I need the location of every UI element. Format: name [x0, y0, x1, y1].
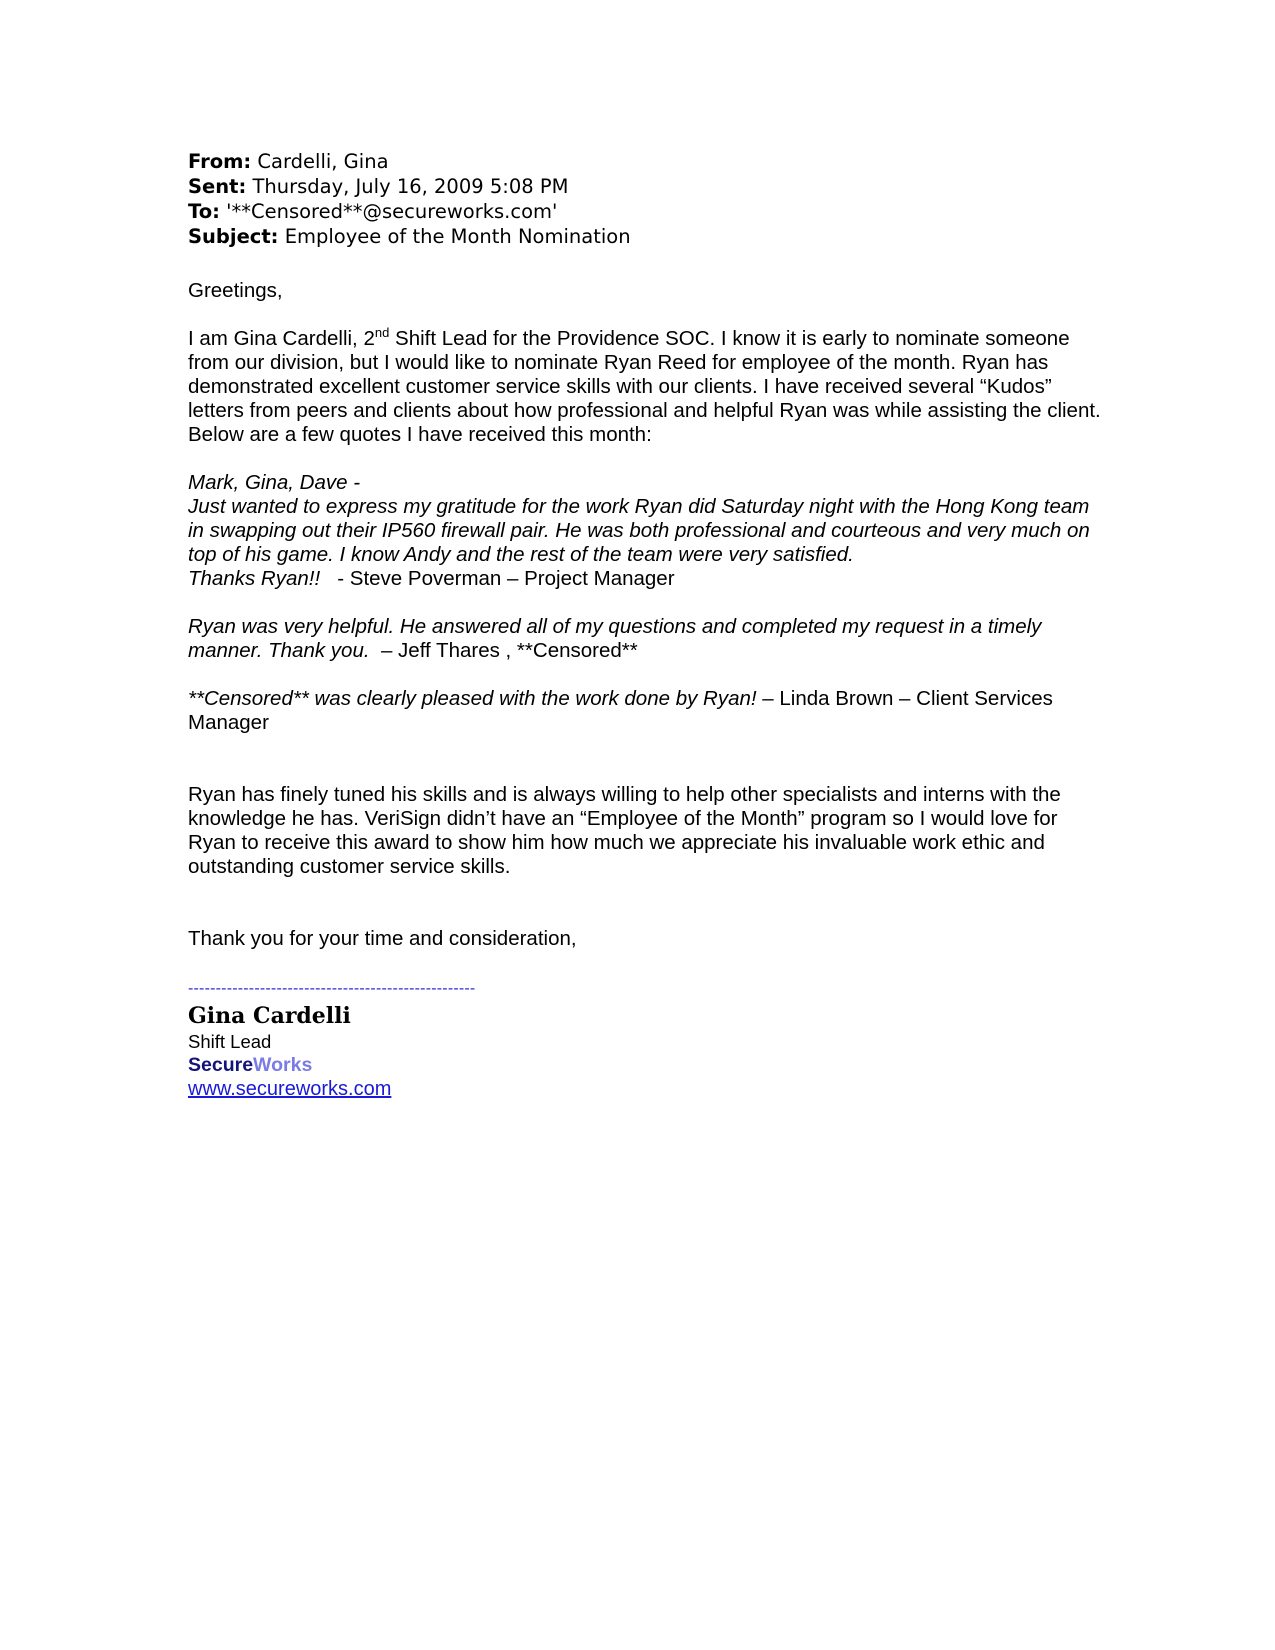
subject-line — [188, 224, 1108, 249]
sent-line — [188, 174, 1108, 199]
sent-value: Thursday, July 16, 2009 5:08 PM — [252, 175, 569, 198]
from-label: From: — [188, 150, 252, 173]
from-value: Cardelli, Gina — [257, 150, 389, 173]
from-line — [188, 149, 1108, 174]
signature-divider: ---------------------------------------------------- — [188, 980, 476, 997]
quote-jeff — [188, 615, 1108, 663]
subject-label: Subject: — [188, 225, 279, 248]
company-name-works: Works — [253, 1054, 313, 1076]
email-content — [188, 149, 1108, 1101]
quote-steve — [188, 471, 1108, 591]
thanks-line: Thank you for your time and consideration, — [188, 927, 577, 950]
quote-linda — [188, 687, 1108, 735]
quote3-text: **Censored** was clearly pleased with the work done by Ryan! — [188, 687, 757, 710]
subject-value: Employee of the Month Nomination — [284, 225, 631, 248]
intro-superscript: nd — [374, 325, 390, 341]
greeting: Greetings, — [188, 279, 283, 302]
quote1-text: Just wanted to express my gratitude for the work Ryan did Saturday night with the Hong Kong team in swapping out their IP560 firewall pair. He was both professional and courteous and very much on top of his game. I know Andy and the rest of the team were very satisfied. — [188, 495, 1090, 566]
to-line — [188, 199, 1108, 224]
intro-rest: Shift Lead for the Providence SOC. I know it is early to nominate someone from our division, but I would like to nominate Ryan Reed for employee of the month. Ryan has demonstrated excellent customer service skills with our clients. I have received several “Kudos” letters from peers and clients about how professional and helpful Ryan was while assisting the client. Below are a few quotes I have received this month: — [188, 327, 1101, 446]
to-value: '**Censored**@secureworks.com' — [226, 200, 558, 223]
to-label: To: — [188, 200, 220, 223]
website-link[interactable]: www.secureworks.com — [188, 1078, 392, 1100]
quote2-text: Ryan was very helpful. He answered all of my questions and completed my request in a timely manner. Thank you. — [188, 615, 1042, 662]
intro-prefix: I am Gina Cardelli, 2 — [188, 327, 375, 350]
company-name-secure: Secure — [188, 1054, 254, 1076]
closing-paragraph: Ryan has finely tuned his skills and is always willing to help other specialists and interns with the knowledge he has. VeriSign didn’t have an “Employee of the Month” program so I would love for Ryan to receive this award to show him how much we appreciate his invaluable work ethic and outstanding customer service skills. — [188, 783, 1061, 878]
quote1-signoff — [188, 567, 1108, 591]
intro-paragraph — [188, 327, 1108, 447]
quote1-salutation: Mark, Gina, Dave - — [188, 471, 361, 494]
signature-name: Gina Cardelli — [188, 1003, 351, 1029]
signature-title: Shift Lead — [188, 1031, 272, 1052]
sent-label: Sent: — [188, 175, 247, 198]
quote1-attribution: - Steve Poverman – Project Manager — [320, 567, 675, 590]
company-logo-text — [188, 1053, 1108, 1077]
quote2-attribution: – Jeff Thares , **Censored** — [369, 639, 638, 662]
email-header — [188, 149, 1108, 249]
quote3-attribution: – Linda Brown – Client Services Manager — [188, 687, 1053, 734]
quote1-thanks: Thanks Ryan!! — [188, 567, 321, 590]
